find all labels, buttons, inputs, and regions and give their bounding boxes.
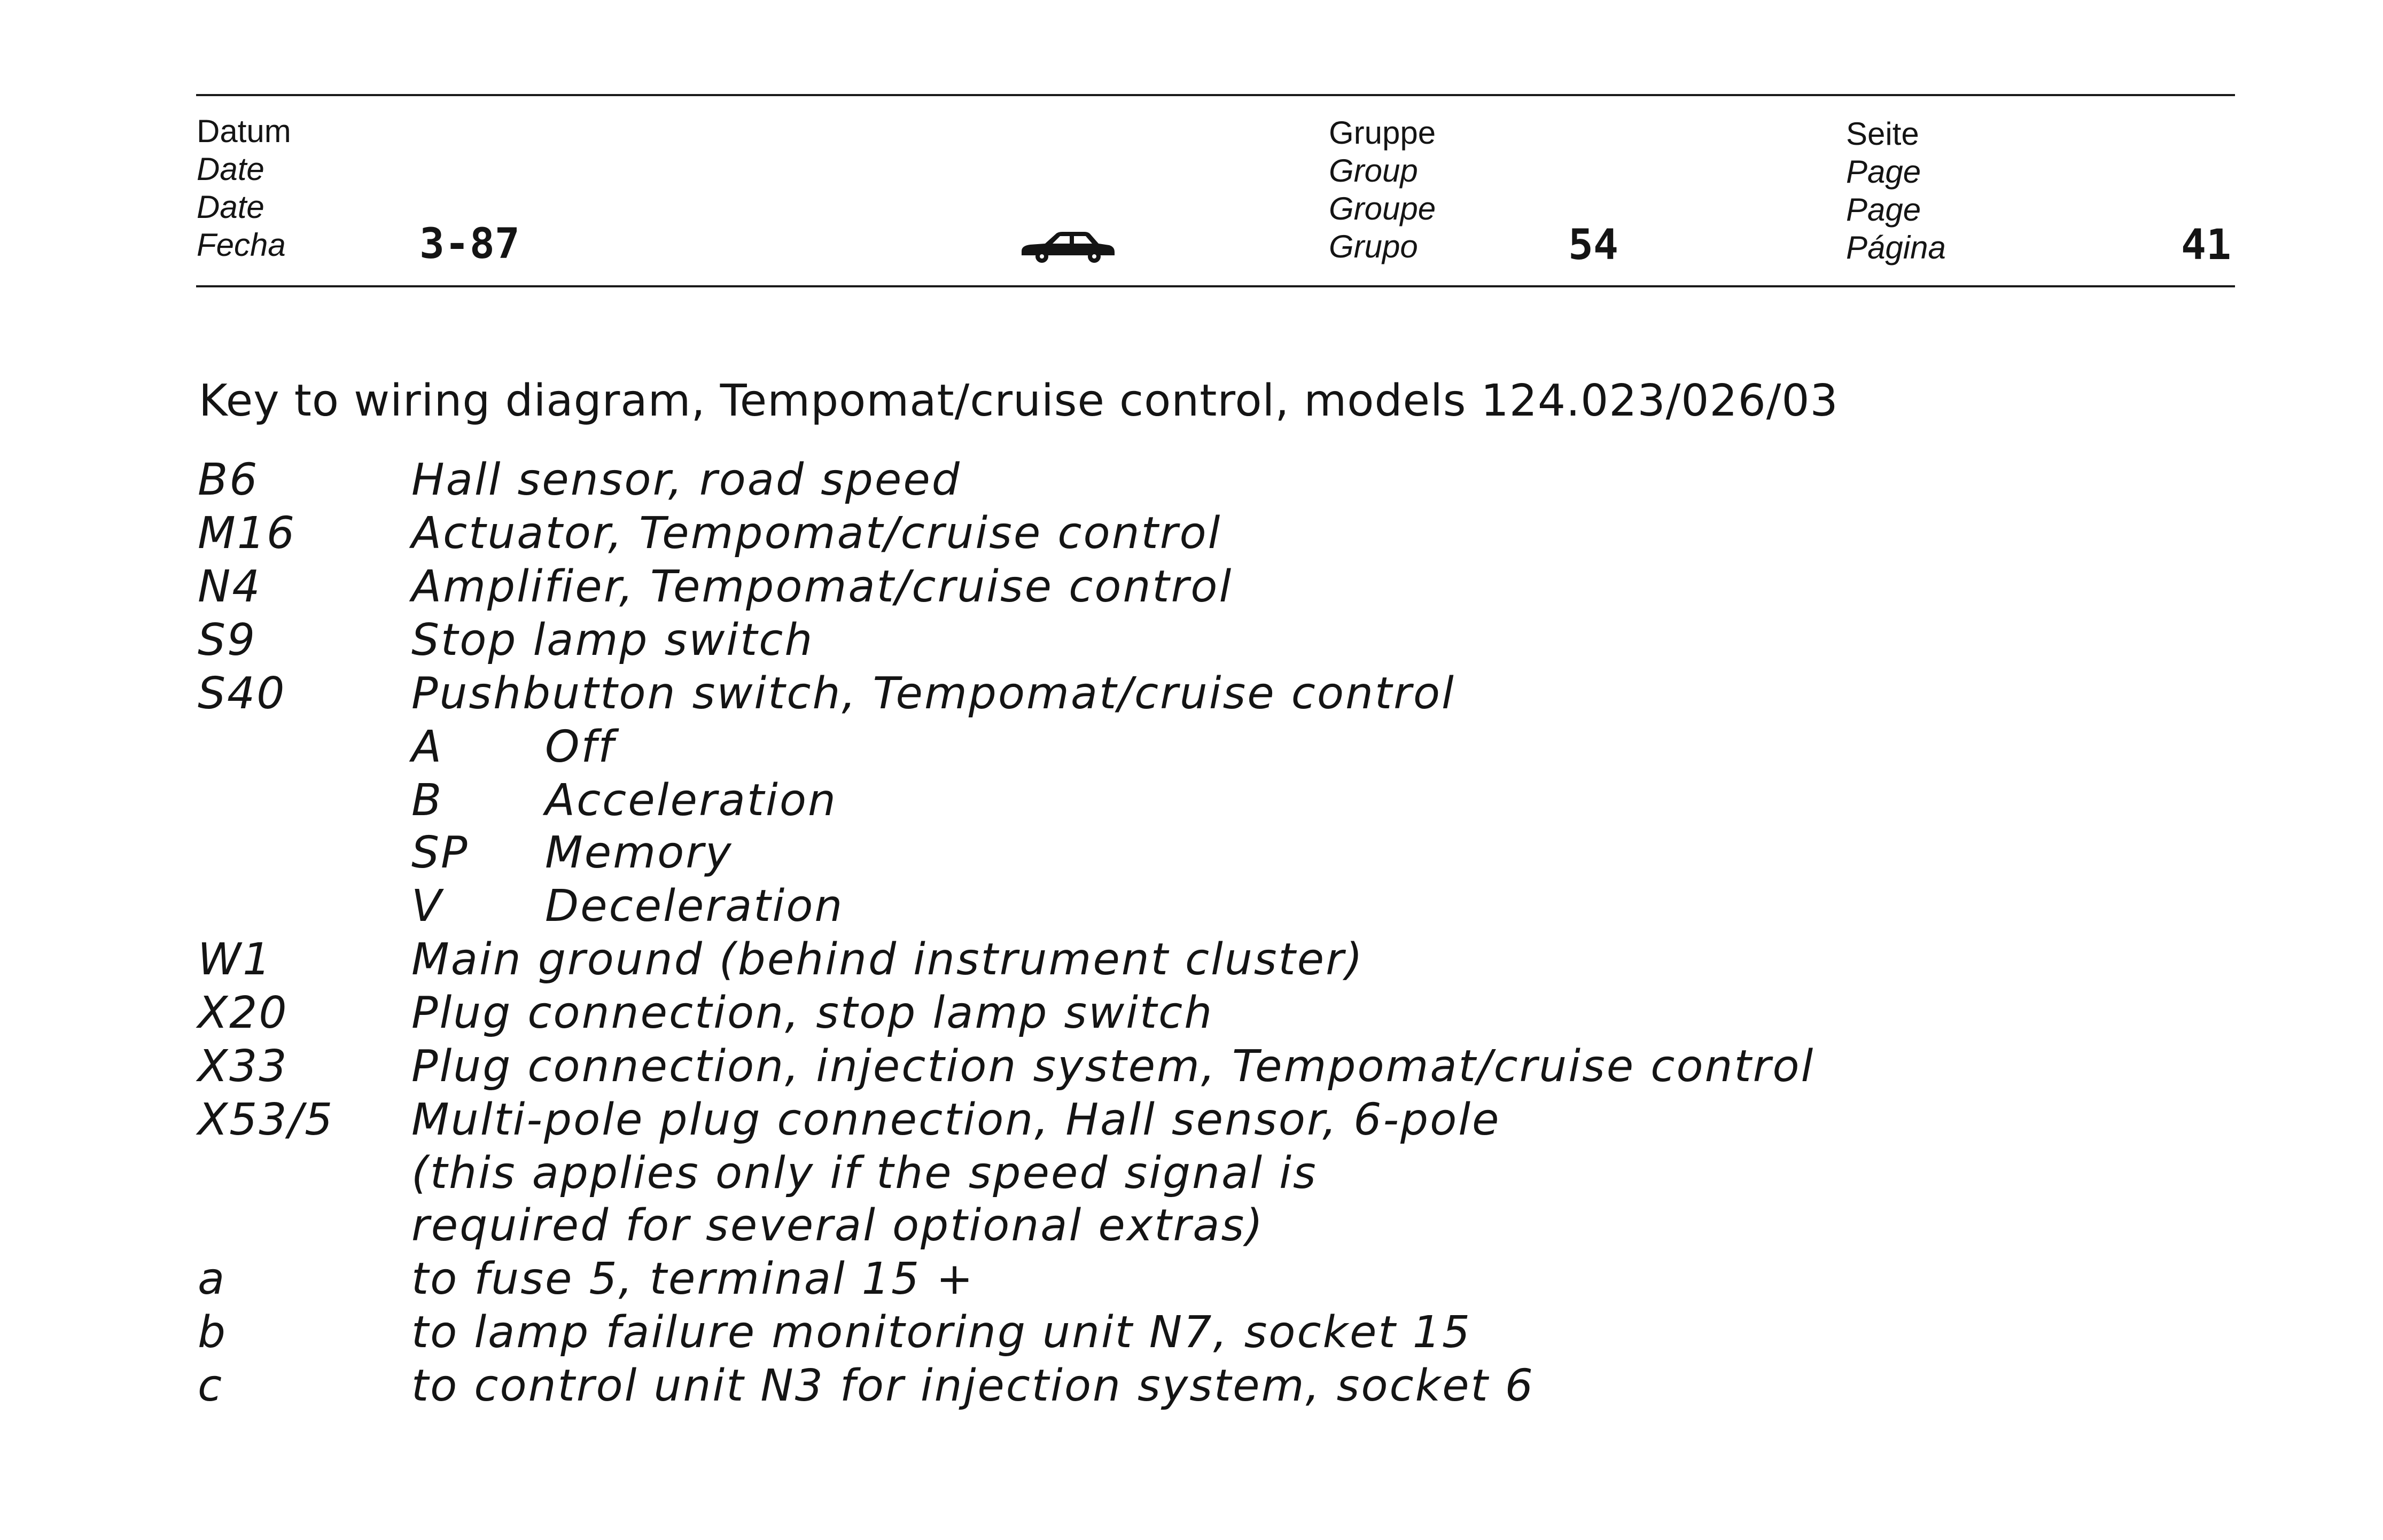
sub-desc-sp: Memory [545, 827, 733, 878]
sub-desc-b: Acceleration [545, 775, 837, 826]
ref-desc-b: to lamp failure monitoring unit N7, socket 15 [411, 1307, 1472, 1358]
group-label-es: Grupo [1329, 229, 1418, 264]
x53-note-line-1: (this applies only if the speed signal is [411, 1148, 1318, 1199]
page-value: 41 [2181, 221, 2231, 269]
key-code-x33: X33 [198, 1041, 289, 1092]
key-code-m16: M16 [198, 508, 297, 559]
ref-desc-c: to control unit N3 for injection system, socket 6 [411, 1361, 1535, 1411]
page-label-en: Page [1846, 154, 1921, 190]
ref-code-b: b [198, 1307, 228, 1358]
date-label-de: Datum [197, 113, 291, 149]
key-title: Key to wiring diagram, Tempomat/cruise control, models 124.023/026/03 [199, 376, 1839, 426]
key-code-x20: X20 [198, 988, 289, 1038]
page-label-de: Seite [1846, 116, 1919, 152]
x53-note-line-2: required for several optional extras) [411, 1200, 1265, 1251]
page-label-fr: Page [1846, 192, 1921, 228]
header-bottom-rule [196, 285, 2235, 287]
key-desc-m16: Actuator, Tempomat/cruise control [411, 508, 1222, 559]
page-labels [1846, 115, 1946, 267]
key-desc-s40: Pushbutton switch, Tempomat/cruise control [411, 668, 1455, 719]
ref-desc-a: to fuse 5, terminal 15 + [411, 1254, 975, 1304]
group-value: 54 [1568, 221, 1618, 269]
key-code-n4: N4 [198, 561, 262, 612]
key-desc-n4: Amplifier, Tempomat/cruise control [411, 561, 1233, 612]
group-label-fr: Groupe [1329, 191, 1436, 226]
key-desc-x53-5: Multi-pole plug connection, Hall sensor, 6-pole [411, 1095, 1501, 1145]
date-label-es: Fecha [197, 227, 286, 263]
key-code-w1: W1 [198, 934, 272, 985]
car-icon [1019, 231, 1116, 264]
sub-code-b: B [411, 775, 443, 826]
key-desc-b6: Hall sensor, road speed [411, 455, 961, 505]
date-label-fr: Date [197, 189, 264, 225]
key-code-x53-5: X53/5 [198, 1095, 334, 1145]
key-code-s9: S9 [198, 615, 257, 666]
key-desc-x20: Plug connection, stop lamp switch [411, 988, 1214, 1038]
key-desc-w1: Main ground (behind instrument cluster) [411, 934, 1364, 985]
date-value: 3-87 [419, 220, 520, 268]
date-labels [197, 112, 291, 264]
key-code-s40: S40 [198, 668, 286, 719]
sub-desc-a: Off [545, 722, 616, 772]
sub-code-v: V [411, 881, 443, 932]
group-label-de: Gruppe [1329, 115, 1436, 151]
sub-desc-v: Deceleration [545, 881, 844, 932]
ref-code-a: a [198, 1254, 227, 1304]
header-top-rule [196, 94, 2235, 96]
sub-code-sp: SP [411, 827, 469, 878]
group-labels [1329, 114, 1436, 265]
key-code-b6: B6 [198, 455, 259, 505]
key-desc-s9: Stop lamp switch [411, 615, 814, 666]
group-label-en: Group [1329, 153, 1418, 189]
page-label-es: Página [1846, 230, 1946, 265]
ref-code-c: c [198, 1361, 224, 1411]
date-label-en: Date [197, 151, 264, 187]
key-desc-x33: Plug connection, injection system, Tempomat/cruise control [411, 1041, 1815, 1092]
sub-code-a: A [411, 722, 443, 772]
